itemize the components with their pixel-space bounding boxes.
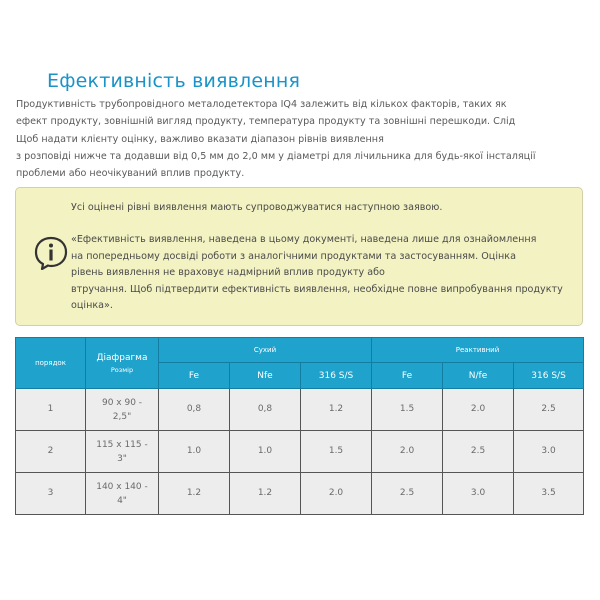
intro-line: проблеми або неочікуваний вплив продукту. xyxy=(16,168,245,180)
cell-value: 1.2 xyxy=(230,473,301,515)
note-box xyxy=(15,187,583,326)
header-aperture xyxy=(86,338,159,389)
table-row xyxy=(16,473,584,515)
cell-size-line: 90 x 90 - xyxy=(101,397,143,408)
detection-table xyxy=(15,337,584,515)
note-quote-line: рівень виявлення не враховує надмірний вплив продукту або xyxy=(71,267,385,279)
cell-order: 1 xyxy=(16,389,86,431)
header-reactive-fe: Fe xyxy=(372,363,443,389)
header-reactive-nfe: N/fe xyxy=(443,363,514,389)
cell-size xyxy=(86,389,159,431)
cell-value: 2.5 xyxy=(372,473,443,515)
cell-size xyxy=(86,431,159,473)
cell-size-line: 3" xyxy=(117,453,127,464)
cell-value: 1.0 xyxy=(230,431,301,473)
cell-value: 0,8 xyxy=(230,389,301,431)
cell-size xyxy=(86,473,159,515)
note-quote-line: оцінка». xyxy=(71,300,113,312)
cell-value: 3.5 xyxy=(514,473,584,515)
intro-line: ефект продукту, зовнішній вигляд продукту, температура продукту та зовнішні перешкоди. Слід xyxy=(16,116,516,128)
cell-value: 2.0 xyxy=(372,431,443,473)
intro-line: Щоб надати клієнту оцінку, важливо вказати діапазон рівнів виявлення xyxy=(16,133,384,145)
intro-line: з розповіді нижче та додавши від 0,5 мм до 2,0 мм у діаметрі для лічильника для будь-якої інсталяції xyxy=(16,150,536,162)
cell-size-line: 140 x 140 - xyxy=(96,481,148,492)
cell-value: 1.2 xyxy=(159,473,230,515)
cell-size-line: 115 x 115 - xyxy=(96,439,148,450)
cell-size-line: 2,5" xyxy=(112,411,132,422)
header-dry-fe: Fe xyxy=(159,363,230,389)
cell-value: 2.0 xyxy=(301,473,372,515)
table-row xyxy=(16,389,584,431)
cell-value: 3.0 xyxy=(443,473,514,515)
header-reactive-ss: 316 S/S xyxy=(514,363,584,389)
note-text xyxy=(71,200,571,314)
cell-order: 2 xyxy=(16,431,86,473)
header-size-label: Розмір xyxy=(110,365,134,374)
intro-paragraph xyxy=(16,96,591,182)
cell-value: 2.5 xyxy=(443,431,514,473)
info-icon xyxy=(34,236,68,270)
header-aperture-label: Діафрагма xyxy=(96,352,148,363)
cell-value: 1.5 xyxy=(372,389,443,431)
cell-order: 3 xyxy=(16,473,86,515)
note-quote-line: на попередньому досвіді роботи з аналогічними продуктами та застосуванням. Оцінка xyxy=(71,250,516,262)
cell-value: 2.5 xyxy=(514,389,584,431)
cell-value: 1.2 xyxy=(301,389,372,431)
note-quote-line: «Ефективність виявлення, наведена в цьому документі, наведена лише для ознайомлення xyxy=(71,234,537,246)
intro-line: Продуктивність трубопровідного металодетектора IQ4 залежить від кількох факторів, таких як xyxy=(16,99,507,110)
cell-value: 2.0 xyxy=(443,389,514,431)
page-title: Ефективність виявлення xyxy=(47,70,301,92)
cell-value: 1.5 xyxy=(301,431,372,473)
note-lead: Усі оцінені рівні виявлення мають супроводжуватися наступною заявою. xyxy=(71,202,443,213)
header-dry-ss: 316 S/S xyxy=(301,363,372,389)
cell-value: 0,8 xyxy=(159,389,230,431)
cell-value: 1.0 xyxy=(159,431,230,473)
header-dry: Сухий xyxy=(159,338,372,363)
header-dry-nfe: Nfe xyxy=(230,363,301,389)
cell-size-line: 4" xyxy=(117,495,127,506)
note-quote-line: втручання. Щоб підтвердити ефективність виявлення, необхідне повне випробування продукту xyxy=(71,283,563,295)
header-order: порядок xyxy=(16,338,86,389)
table-row xyxy=(16,431,584,473)
header-reactive: Реактивний xyxy=(372,338,584,363)
cell-value: 3.0 xyxy=(514,431,584,473)
